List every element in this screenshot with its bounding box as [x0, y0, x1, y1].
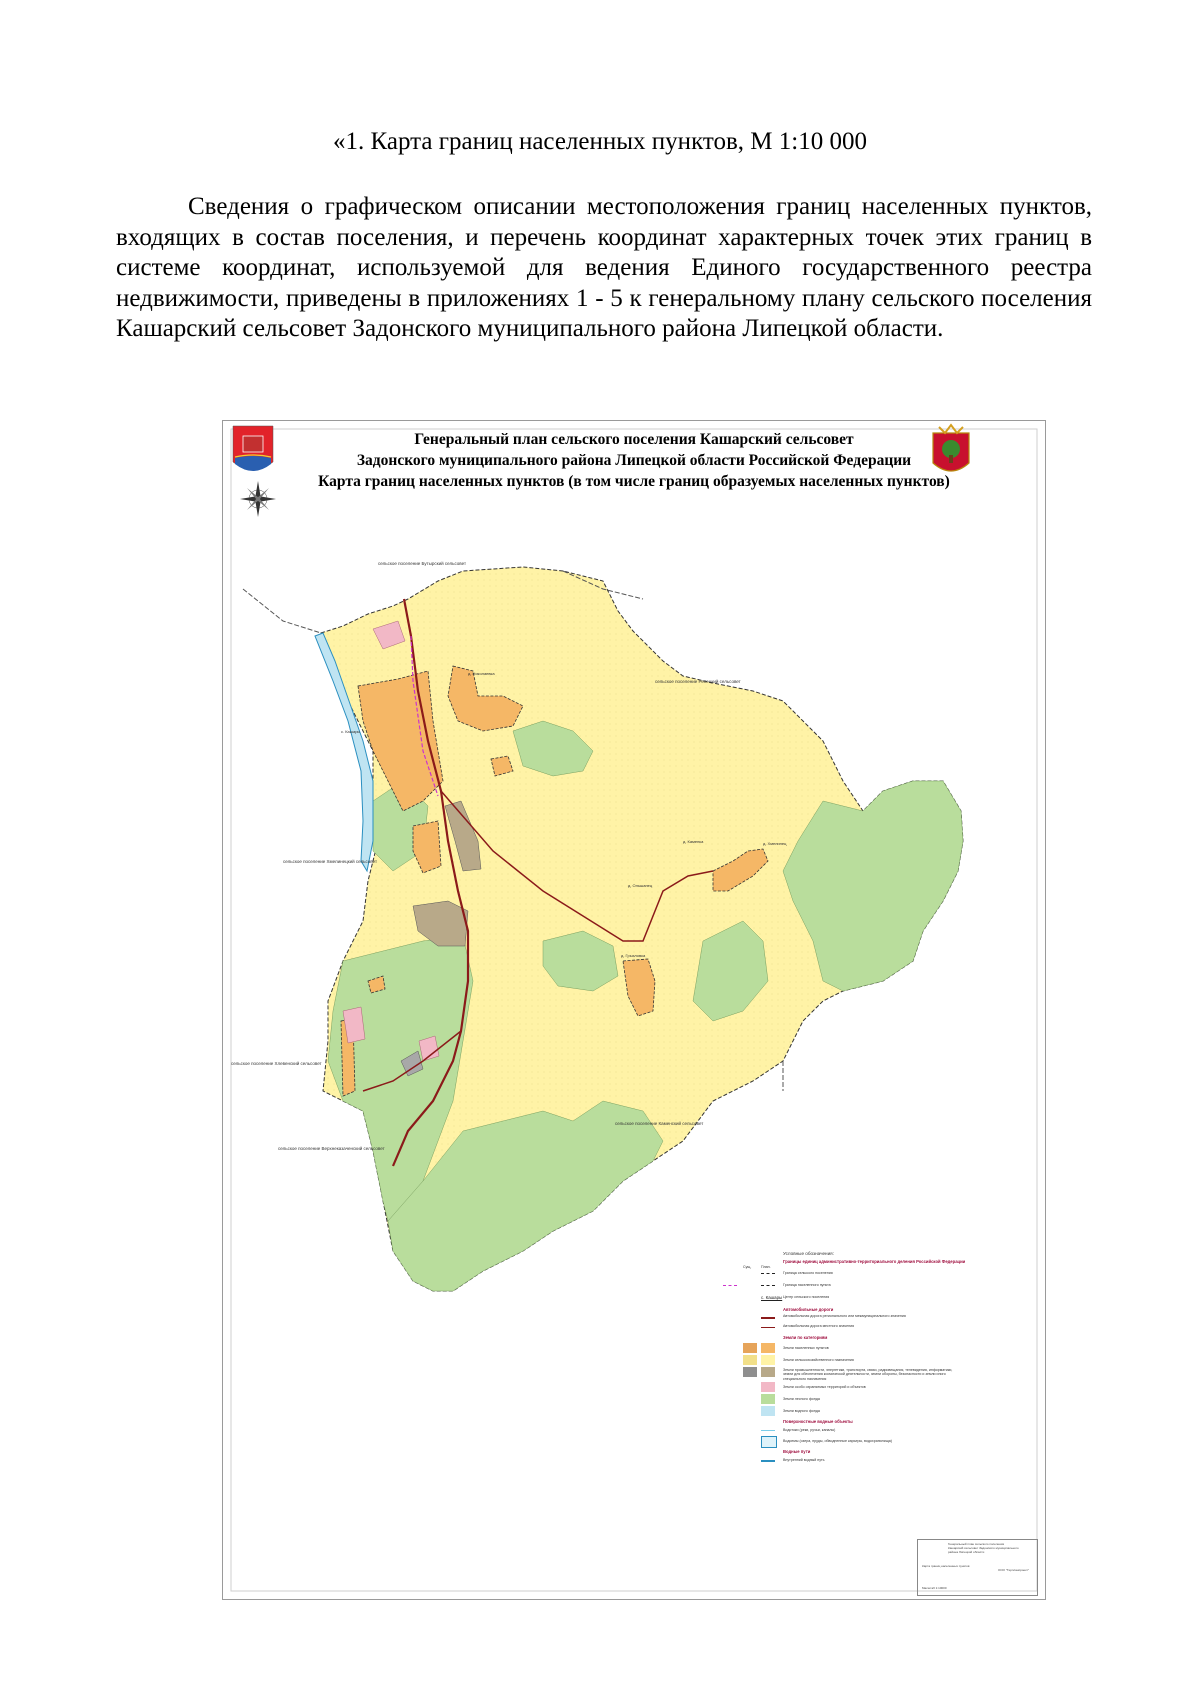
legend-waterway-item: Внутренний водный путь — [783, 1458, 825, 1462]
legend-swatch-forest — [761, 1394, 775, 1404]
legend-water-bodies: Водоемы (озера, пруды, обводненные карьеры, водохранилища) — [783, 1439, 892, 1443]
legend-zones-head: Земли по категориям — [783, 1335, 828, 1340]
map-title — [283, 429, 985, 492]
legend-zone-protected: Земли особо охраняемых территорий и объектов — [783, 1385, 866, 1389]
legend-swatch-agri-existing — [743, 1355, 757, 1365]
settlement-label: д. Грызловка — [621, 953, 646, 958]
legend-swatch-settlement — [761, 1343, 775, 1353]
settlement-label: д. Хмелинец — [763, 841, 787, 846]
legend-road-regional: Автомобильная дорога регионального или межмуниципального значения — [783, 1314, 906, 1318]
document-heading: «1. Карта границ населенных пунктов, М 1:10 000 — [333, 128, 867, 155]
neighbor-label: сельское поселение Хмелинецкий сельсовет — [283, 859, 378, 864]
map-legend — [743, 1251, 1033, 1501]
legend-water-streams: Водотоки (реки, ручьи, каналы) — [783, 1428, 836, 1432]
legend-road-regional-line — [761, 1317, 775, 1319]
title-block-stamp — [917, 1539, 1038, 1596]
district-boundary-nw — [243, 589, 321, 633]
legend-boundary-line — [761, 1273, 775, 1274]
map-title-line-3: Карта границ населенных пунктов (в том числе границ образуемых населенных пунктов) — [318, 473, 950, 490]
legend-zone-settlements: Земли населенных пунктов — [783, 1346, 829, 1350]
neighbor-label: сельское поселение Верхнеказаченский сельсовет — [278, 1146, 385, 1151]
legend-waterway-line — [761, 1460, 775, 1462]
document-paragraph: Сведения о графическом описании местоположения границ населенных пунктов, входящих в состав поселения, и перечень координат характерных точек этих границ в системе координат, используемой для ведения Единого государственного реестра недвижимости, приведены в приложениях 1 - 5 к генеральному плану сельского поселения Кашарский сельсовет Задонского муниципального района Липецкой области. — [116, 193, 1092, 342]
legend-settlement-name: с. Кашары — [761, 1295, 783, 1300]
stamp-line-1: Генеральный план сельского поселения — [948, 1542, 1005, 1546]
legend-boundaries-head: Границы единиц административно-территориального деления Российской Федерации — [783, 1259, 966, 1264]
settlement-label: д. Каменка — [683, 839, 704, 844]
stamp-line-5: ООО "Терпланпроект" — [998, 1568, 1030, 1572]
legend-roads-head: Автомобильные дороги — [783, 1307, 834, 1312]
legend-swatch-settlement-existing — [743, 1343, 757, 1353]
legend-streams-line — [761, 1430, 775, 1431]
legend-swatch-protected — [761, 1382, 775, 1392]
legend-settlement-boundary: Граница сельского поселения — [783, 1271, 833, 1275]
neighbor-label: сельское поселение Бутырский сельсовет — [378, 561, 467, 566]
legend-swatch-agri — [761, 1355, 775, 1365]
map-title-line-1: Генеральный план сельского поселения Кашарский сельсовет — [414, 431, 854, 448]
settlement-label: д. Николаевка — [468, 671, 495, 676]
stamp-line-2: Кашарский сельсовет Задонского муниципального — [948, 1546, 1019, 1550]
compass-rose-icon — [240, 481, 276, 517]
stamp-line-6: Масштаб 1:10000 — [922, 1586, 947, 1590]
legend-swatch-industry-existing — [743, 1367, 757, 1377]
legend-road-local: Автомобильная дорога местного значения — [783, 1324, 855, 1328]
legend-swatch-industry — [761, 1367, 775, 1377]
neighbor-label: сельское поселение Хлевенский сельсовет — [231, 1061, 322, 1066]
legend-title: Условные обозначения: — [783, 1251, 834, 1256]
legend-col-existing: Сущ. — [743, 1265, 752, 1269]
settlement-label: с. Кашары — [341, 729, 361, 734]
legend-locality-line — [761, 1285, 775, 1286]
legend-zone-industry: Земли промышленности, энергетики, транспорта, связи, радиовещания, телевидения, информатики, земли для обеспечения космической деятельности, земли обороны, безопасности и земли иного специального назначения — [783, 1368, 953, 1381]
map-title-line-2: Задонского муниципального района Липецкой области Российской Федерации — [356, 452, 912, 469]
stamp-line-4: Карта границ населенных пунктов — [922, 1564, 970, 1568]
legend-planned-boundary-line — [723, 1285, 737, 1286]
legend-locality-boundary: Граница населенного пункта — [783, 1283, 831, 1287]
legend-road-local-line — [761, 1327, 775, 1328]
district-coat-of-arms-icon — [233, 426, 273, 471]
neighbor-label: сельское поселение Репецкий сельсовет — [655, 679, 741, 684]
legend-settlement-name-desc: Центр сельского поселения — [783, 1295, 830, 1299]
legend-waterway-head: Водные пути — [783, 1449, 811, 1454]
legend-water-head: Поверхностные водные объекты — [783, 1419, 853, 1424]
legend-swatch-water — [761, 1406, 775, 1416]
legend-zone-forest: Земли лесного фонда — [783, 1397, 820, 1401]
neighbor-label: сельское поселение Каменский сельсовет — [615, 1121, 704, 1126]
stamp-line-3: района Липецкой области — [948, 1550, 985, 1554]
legend-col-planned: План. — [761, 1265, 771, 1269]
legend-zone-agri: Земли сельскохозяйственного назначения — [783, 1358, 854, 1362]
legend-swatch-waterbody — [761, 1436, 777, 1448]
legend-zone-water: Земли водного фонда — [783, 1409, 820, 1413]
settlement-label: д. Ольшанец — [628, 883, 653, 888]
map-figure — [222, 420, 1046, 1600]
